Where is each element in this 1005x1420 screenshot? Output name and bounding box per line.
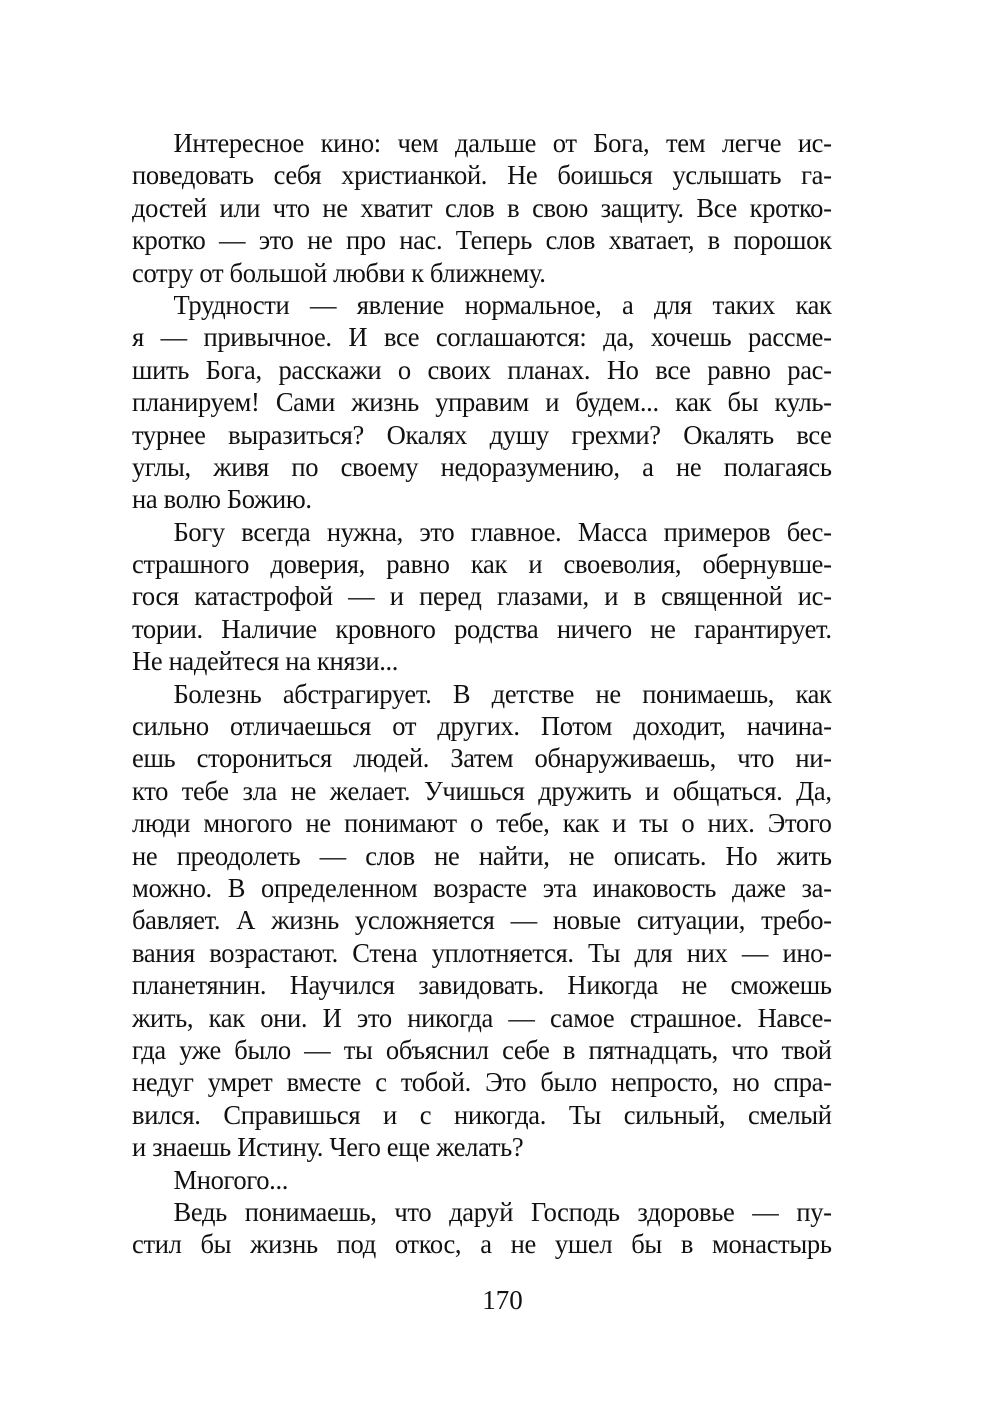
text-line: планетянин. Научился завидовать. Никогда не сможешь <box>132 969 832 1001</box>
text-line: жить, как они. И это никогда — самое страшное. Навсе- <box>132 1001 832 1033</box>
page-body <box>132 127 832 1261</box>
text-line: вился. Справишься и с никогда. Ты сильный, смелый <box>132 1098 832 1130</box>
text-line: можно. В определенном возрасте эта инаковость даже за- <box>132 871 832 903</box>
text-line: гда уже было — ты объяснил себе в пятнадцать, что твой <box>132 1033 832 1065</box>
text-line: кротко — это не про нас. Теперь слов хватает, в порошок <box>132 224 832 256</box>
text-line: достей или что не хватит слов в свою защиту. Все кротко- <box>132 191 832 223</box>
text-line: сотру от большой любви к ближнему. <box>132 256 546 288</box>
text-line: Трудности — явление нормальное, а для таких как <box>173 288 832 320</box>
paragraph-6 <box>132 1196 832 1261</box>
text-line: бавляет. А жизнь усложняется — новые ситуации, требо- <box>132 904 832 936</box>
text-line: недуг умрет вместе с тобой. Это было непросто, но спра- <box>132 1066 832 1098</box>
text-line: планируем! Сами жизнь управим и будем... как бы куль- <box>132 386 832 418</box>
paragraph-2 <box>132 289 832 516</box>
text-line: Ведь понимаешь, что даруй Господь здоровье — пу- <box>173 1195 832 1227</box>
text-line: турнее выразиться? Окалях душу грехми? Окалять все <box>132 418 832 450</box>
text-line: Болезнь абстрагирует. В детстве не понимаешь, как <box>173 677 832 709</box>
text-line: Богу всегда нужна, это главное. Масса примеров бес- <box>173 515 832 547</box>
paragraph-3 <box>132 516 832 678</box>
text-line: Не надейтеся на князи... <box>132 645 399 677</box>
text-line: поведовать себя христианкой. Не боишься услышать га- <box>132 159 832 191</box>
text-line: стил бы жизнь под откос, а не ушел бы в монастырь <box>132 1228 832 1260</box>
paragraph-5 <box>132 1164 832 1196</box>
text-line: на волю Божию. <box>132 483 312 515</box>
text-line: не преодолеть — слов не найти, не описать. Но жить <box>132 839 832 871</box>
text-line: Интересное кино: чем дальше от Бога, тем легче ис- <box>173 127 832 158</box>
paragraph-4 <box>132 678 832 1164</box>
text-line: Многого... <box>173 1163 289 1195</box>
text-line: шить Бога, расскажи о своих планах. Но все равно рас- <box>132 353 832 385</box>
text-line: я — привычное. И все соглашаются: да, хочешь рассме- <box>132 321 832 353</box>
text-line: углы, живя по своему недоразумению, а не полагаясь <box>132 450 832 482</box>
text-line: страшного доверия, равно как и своеволия, обернувше- <box>132 548 832 580</box>
text-line: кто тебе зла не желает. Учишься дружить и общаться. Да, <box>132 774 832 806</box>
text-line: тории. Наличие кровного родства ничего не гарантирует. <box>132 612 832 644</box>
text-line: сильно отличаешься от других. Потом доходит, начина- <box>132 710 832 742</box>
page-number: 170 <box>482 1285 523 1315</box>
paragraph-1 <box>132 127 832 289</box>
text-line: вания возрастают. Стена уплотняется. Ты для них — ино- <box>132 936 832 968</box>
text-line: гося катастрофой — и перед глазами, и в священной ис- <box>132 580 832 612</box>
text-line: люди многого не понимают о тебе, как и ты о них. Этого <box>132 807 832 839</box>
text-line: и знаешь Истину. Чего еще желать? <box>132 1131 524 1163</box>
text-line: ешь сторониться людей. Затем обнаруживаешь, что ни- <box>132 742 832 774</box>
